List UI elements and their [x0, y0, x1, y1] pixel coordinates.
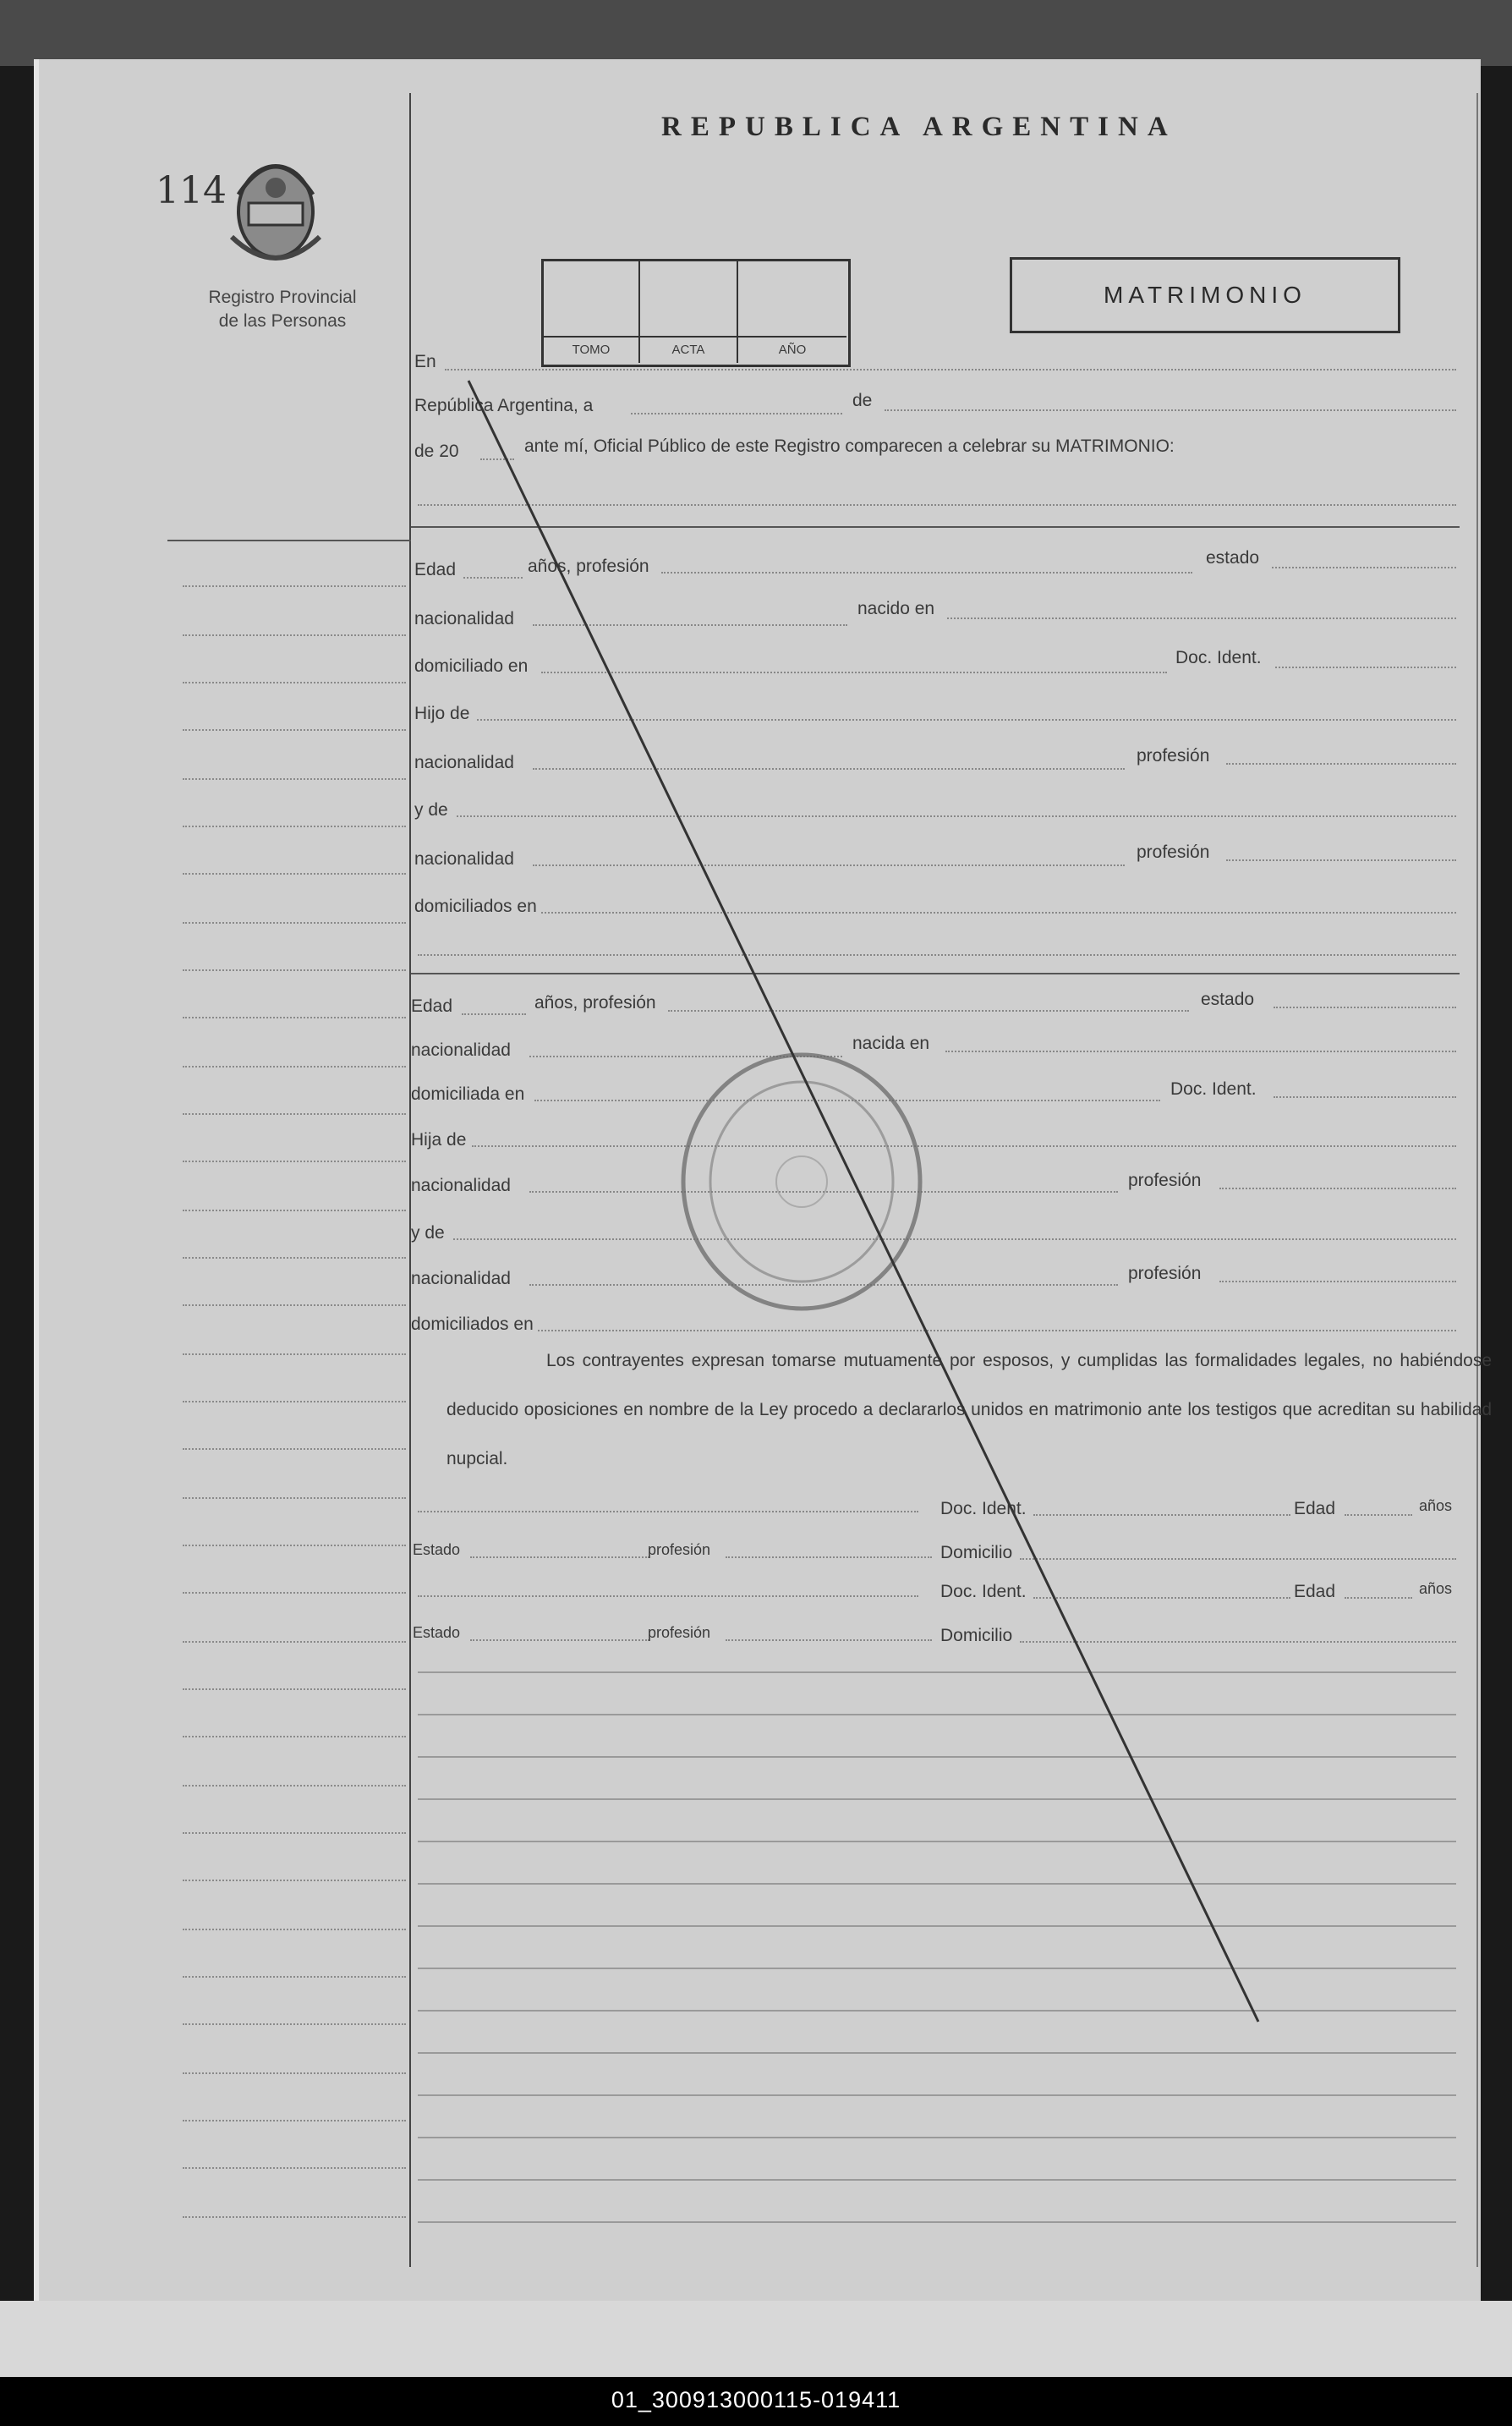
handwritten-page-number: 114 — [156, 169, 227, 212]
republica-label: República Argentina, a — [414, 396, 594, 415]
diagonal-cancellation-line — [39, 59, 1481, 2309]
witness-1-anos-label: años — [1419, 1497, 1453, 1514]
bride-nacionalidad-label: nacionalidad — [411, 1040, 511, 1060]
declaration-text: Los contrayentes expresan tomarse mutuamente por esposos, y cumplidas las formalidades legales, no habiéndose deducido oposiciones en nombre de la Ley procedo a declararlos unidos en matrimonio ante los testigos que acreditan su habilidad nupcial. — [446, 1351, 1492, 1468]
groom-edad-label: Edad — [414, 560, 457, 579]
en-label: En — [414, 352, 436, 371]
groom-anos-profesion-label: años, profesión — [528, 557, 649, 576]
witness-1-edad-label: Edad — [1294, 1499, 1336, 1518]
bride-father-nacionalidad-label: nacionalidad — [411, 1176, 511, 1195]
bride-hija-de-label: Hija de — [411, 1130, 467, 1150]
groom-doc-ident-label: Doc. Ident. — [1175, 648, 1262, 667]
bride-doc-ident-label: Doc. Ident. — [1170, 1079, 1257, 1099]
act-type-box: MATRIMONIO — [1010, 257, 1400, 333]
ano-label: AÑO — [738, 336, 846, 363]
witness-2-anos-label: años — [1419, 1580, 1453, 1597]
bride-y-de-label: y de — [411, 1223, 445, 1243]
scan-top-strip — [0, 0, 1512, 66]
groom-domiciliados-label: domiciliados en — [414, 897, 537, 916]
groom-domiciliado-label: domiciliado en — [414, 656, 529, 676]
acta-label: ACTA — [640, 336, 737, 363]
image-caption: 01_300913000115-019411 — [611, 2387, 901, 2412]
witness-2-profesion-label: profesión — [648, 1624, 711, 1641]
witness-2-edad-label: Edad — [1294, 1582, 1336, 1601]
bride-father-profesion-label: profesión — [1128, 1171, 1202, 1190]
groom-y-de-label: y de — [414, 800, 448, 820]
groom-mother-profesion-label: profesión — [1137, 843, 1210, 862]
groom-mother-nacionalidad-label: nacionalidad — [414, 849, 514, 869]
witness-2-domicilio-label: Domicilio — [940, 1626, 1013, 1645]
witness-1-profesion-label: profesión — [648, 1541, 711, 1558]
bride-mother-profesion-label: profesión — [1128, 1264, 1202, 1283]
bride-estado-label: estado — [1201, 990, 1255, 1009]
registry-line-2: de las Personas — [218, 311, 347, 331]
groom-father-nacionalidad-label: nacionalidad — [414, 753, 514, 772]
bride-domiciliada-label: domiciliada en — [411, 1084, 525, 1104]
groom-father-profesion-label: profesión — [1137, 746, 1210, 766]
groom-estado-label: estado — [1206, 548, 1260, 568]
tomo-label: TOMO — [544, 336, 638, 363]
bride-anos-profesion-label: años, profesión — [534, 993, 656, 1013]
groom-nacionalidad-label: nacionalidad — [414, 609, 514, 628]
bride-nacida-en-label: nacida en — [852, 1034, 930, 1053]
bride-mother-nacionalidad-label: nacionalidad — [411, 1269, 511, 1288]
page-title: REPUBLICA ARGENTINA — [661, 112, 1177, 142]
witness-1-doc-label: Doc. Ident. — [940, 1499, 1027, 1518]
de-label: de — [852, 391, 873, 410]
bride-edad-label: Edad — [411, 996, 453, 1016]
register-page — [34, 59, 1492, 2309]
witness-1-estado-label: Estado — [413, 1541, 461, 1558]
witness-1-domicilio-label: Domicilio — [940, 1543, 1013, 1562]
scan-bottom-strip — [0, 2301, 1512, 2377]
bride-domiciliados-label: domiciliados en — [411, 1315, 534, 1334]
year-prefix-label: de 20 — [414, 442, 459, 461]
registry-line-1: Registro Provincial — [208, 288, 357, 307]
groom-hijo-de-label: Hijo de — [414, 704, 470, 723]
groom-nacido-en-label: nacido en — [857, 599, 935, 618]
witness-2-estado-label: Estado — [413, 1624, 461, 1641]
witness-2-doc-label: Doc. Ident. — [940, 1582, 1027, 1601]
ante-mi-text: ante mí, Oficial Público de este Registro comparecen a celebrar su MATRIMONIO: — [524, 436, 1175, 456]
